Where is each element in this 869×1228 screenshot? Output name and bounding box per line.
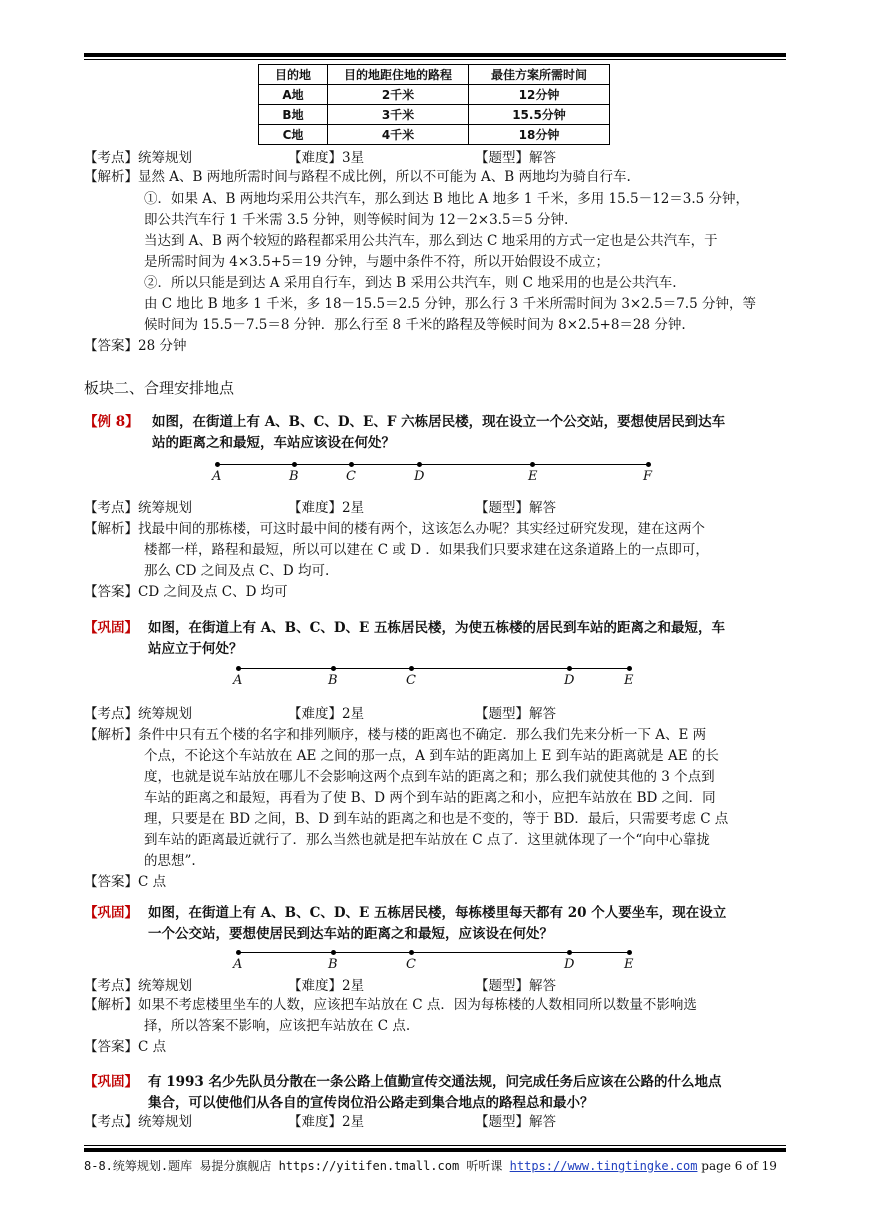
- table-cell: C地: [259, 125, 328, 145]
- ex8-analysis-line: 那么 CD 之间及点 C、D 均可.: [144, 563, 330, 579]
- point-c: [409, 666, 414, 671]
- p1-analysis-line: ①．如果 A、B 两地均采用公共汽车，那么到达 B 地比 A 地多 1 千米，多用 15.5－12＝3.5 分钟，: [144, 191, 750, 207]
- p1-analysis-line: 即公共汽车行 1 千米需 3.5 分钟，则等候时间为 12－2×3.5＝5 分钟.: [144, 212, 569, 228]
- table-cell: 18分钟: [469, 125, 610, 145]
- street-line: [217, 464, 649, 465]
- point-b: [331, 666, 336, 671]
- ex8-question-line: 站的距离之和最短，车站应该设在何处？: [152, 435, 395, 451]
- gg1-question-line: 站应立于何处？: [148, 641, 243, 657]
- p1-answer: 【答案】28 分钟: [84, 338, 187, 354]
- table-cell: 12分钟: [469, 85, 610, 105]
- point-label: E: [624, 957, 634, 972]
- street-line: [238, 668, 631, 669]
- point-label: C: [346, 469, 356, 484]
- street-line: [238, 952, 631, 953]
- gg1-analysis-line: 到车站的距离最近就行了．那么当然也就是把车站放在 C 点了．这里就体现了一个“向中心靠拢: [144, 832, 710, 848]
- gg1-question-line: 如图，在街道上有 A、B、C、D、E 五栋居民楼，为使五栋楼的居民到车站的距离之和最短，车: [148, 620, 726, 636]
- gg1-analysis-line: 车站的距离之和最短，再看为了使 B、D 两个到车站的距离之和小，应把车站放在 BD 之间．同: [144, 790, 716, 806]
- gg1-meta-difficulty: 【难度】2星: [288, 706, 365, 722]
- gg3-question-line: 有 1993 名少先队员分散在一条公路上值勤宣传交通法规，问完成任务后应该在公路的什么地点: [148, 1074, 722, 1090]
- point-label: C: [406, 673, 416, 688]
- point-label: D: [414, 469, 425, 484]
- p1-analysis-line: 【解析】显然 A、B 两地所需时间与路程不成比例，所以不可能为 A、B 两地均为骑自行车.: [84, 169, 631, 185]
- table-row: [259, 105, 610, 125]
- ex8-analysis-line: 楼都一样，路程和最短，所以可以建在 C 或 D ．如果我们只要求建在这条道路上的一点即可，: [144, 542, 709, 558]
- gg2-answer: 【答案】C 点: [84, 1039, 167, 1055]
- point-label: A: [233, 673, 243, 688]
- point-label: E: [624, 673, 634, 688]
- header-rule-thick: [84, 53, 786, 57]
- p1-analysis-line: 候时间为 15.5－7.5＝8 分钟．那么行至 8 千米的路程及等候时间为 8×2.5+8＝28 分钟.: [144, 317, 686, 333]
- gg3-question-line: 集合，可以使他们从各自的宣传岗位沿公路走到集合地点的路程总和最小？: [148, 1095, 594, 1111]
- gg3-meta-type: 【题型】解答: [475, 1114, 556, 1130]
- gg1-analysis-line: 理，只要是在 BD 之间，B、D 到车站的距离之和也是不变的，等于 BD．最后，只需要考虑 C 点: [144, 811, 729, 827]
- table-header-cell: 最佳方案所需时间: [469, 65, 610, 85]
- ex8-meta-type: 【题型】解答: [475, 500, 556, 516]
- gg3-meta-difficulty: 【难度】2星: [288, 1114, 365, 1130]
- point-label: B: [328, 957, 338, 972]
- p1-analysis-line: 是所需时间为 4×3.5+5＝19 分钟，与题中条件不符，所以开始假设不成立；: [144, 254, 610, 270]
- gg2-question-line: 如图，在街道上有 A、B、C、D、E 五栋居民楼，每栋楼里每天都有 20 个人要坐车，现在设立: [148, 905, 727, 921]
- table-cell: A地: [259, 85, 328, 105]
- point-e: [627, 666, 632, 671]
- ex8-meta-point: 【考点】统筹规划: [84, 500, 192, 516]
- gg1-analysis-line: 个点，不论这个车站放在 AE 之间的那一点，A 到车站的距离加上 E 到车站的距离就是 AE 的长: [144, 748, 719, 764]
- footer-rule-thick: [84, 1148, 786, 1152]
- gg1-meta-type: 【题型】解答: [475, 706, 556, 722]
- gg2-question-line: 一个公交站，要想使居民到达车站的距离之和最短，应该设在何处？: [148, 926, 553, 942]
- table-cell: 15.5分钟: [469, 105, 610, 125]
- ex8-answer: 【答案】CD 之间及点 C、D 均可: [84, 584, 288, 600]
- point-label: B: [328, 673, 338, 688]
- point-a: [236, 950, 241, 955]
- consolidation-tag: 【巩固】: [84, 905, 138, 921]
- table-row: [259, 125, 610, 145]
- table-cell: 2千米: [328, 85, 469, 105]
- point-d: [567, 950, 572, 955]
- point-d: [567, 666, 572, 671]
- consolidation-tag: 【巩固】: [84, 1074, 138, 1090]
- consolidation-tag: 【巩固】: [84, 620, 138, 636]
- point-label: B: [289, 469, 299, 484]
- ex8-question-line: 如图，在街道上有 A、B、C、D、E、F 六栋居民楼，现在设立一个公交站，要想使居民到达车: [152, 414, 726, 430]
- gg2-analysis-line: 【解析】如果不考虑楼里坐车的人数，应该把车站放在 C 点．因为每栋楼的人数相同所以数量不影响选: [84, 997, 697, 1013]
- point-a: [215, 462, 220, 467]
- gg1-answer: 【答案】C 点: [84, 874, 167, 890]
- gg1-analysis-line: 度，也就是说车站放在哪儿不会影响这两个点到车站的距离之和；那么我们就使其他的 3 个点到: [144, 769, 715, 785]
- example-tag: 【例 8】: [84, 414, 139, 430]
- gg1-meta-point: 【考点】统筹规划: [84, 706, 192, 722]
- point-c: [409, 950, 414, 955]
- p1-meta-difficulty: 【难度】3星: [288, 150, 365, 166]
- point-e: [530, 462, 535, 467]
- gg3-meta-point: 【考点】统筹规划: [84, 1114, 192, 1130]
- gg1-analysis-line: 【解析】条件中只有五个楼的名字和排列顺序，楼与楼的距离也不确定．那么我们先来分析一下 A、E 两: [84, 727, 707, 743]
- point-d: [417, 462, 422, 467]
- point-c: [349, 462, 354, 467]
- point-b: [292, 462, 297, 467]
- p1-meta-point: 【考点】统筹规划: [84, 150, 192, 166]
- table-cell: 4千米: [328, 125, 469, 145]
- section-title: 板块二、合理安排地点: [84, 379, 235, 397]
- header-rule-thin: [84, 59, 786, 60]
- point-label: D: [564, 673, 575, 688]
- footer-text: 8-8.统筹规划.题库 易提分旗舰店 https://yitifen.tmall.com 听听课: [84, 1159, 510, 1173]
- point-label: A: [212, 469, 222, 484]
- point-label: C: [406, 957, 416, 972]
- gg1-analysis-line: 的思想”.: [144, 853, 196, 869]
- table-header-row: [259, 65, 610, 85]
- distance-time-table: [258, 64, 610, 145]
- ex8-meta-difficulty: 【难度】2星: [288, 500, 365, 516]
- gg2-meta-point: 【考点】统筹规划: [84, 978, 192, 994]
- gg2-meta-type: 【题型】解答: [475, 978, 556, 994]
- p1-meta-type: 【题型】解答: [475, 150, 556, 166]
- point-label: A: [233, 957, 243, 972]
- p1-analysis-line: 当达到 A、B 两个较短的路程都采用公共汽车，那么到达 C 地采用的方式一定也是公共汽车，于: [144, 233, 718, 249]
- gg2-analysis-line: 择，所以答案不影响，应该把车站放在 C 点.: [144, 1018, 411, 1034]
- point-f: [646, 462, 651, 467]
- ex8-analysis-line: 【解析】找最中间的那栋楼，可这时最中间的楼有两个，这该怎么办呢？其实经过研究发现，建在这两个: [84, 521, 705, 537]
- point-label: F: [643, 469, 653, 484]
- table-row: [259, 85, 610, 105]
- point-e: [627, 950, 632, 955]
- p1-analysis-line: 由 C 地比 B 地多 1 千米，多 18－15.5＝2.5 分钟，那么行 3 千米所需时间为 3×2.5＝7.5 分钟，等: [144, 296, 756, 312]
- point-b: [331, 950, 336, 955]
- point-label: D: [564, 957, 575, 972]
- table-cell: 3千米: [328, 105, 469, 125]
- footer-rule-thin: [84, 1145, 786, 1146]
- page-number: page 6 of 19: [697, 1159, 777, 1173]
- table-header-cell: 目的地距住地的路程: [328, 65, 469, 85]
- table-header-cell: 目的地: [259, 65, 328, 85]
- gg2-meta-difficulty: 【难度】2星: [288, 978, 365, 994]
- table-cell: B地: [259, 105, 328, 125]
- point-label: E: [528, 469, 538, 484]
- footer-link[interactable]: https://www.tingtingke.com: [509, 1159, 698, 1173]
- point-a: [236, 666, 241, 671]
- p1-analysis-line: ②．所以只能是到达 A 采用自行车，到达 B 采用公共汽车，则 C 地采用的也是公共汽车.: [144, 275, 677, 291]
- page-footer: [84, 1157, 777, 1174]
